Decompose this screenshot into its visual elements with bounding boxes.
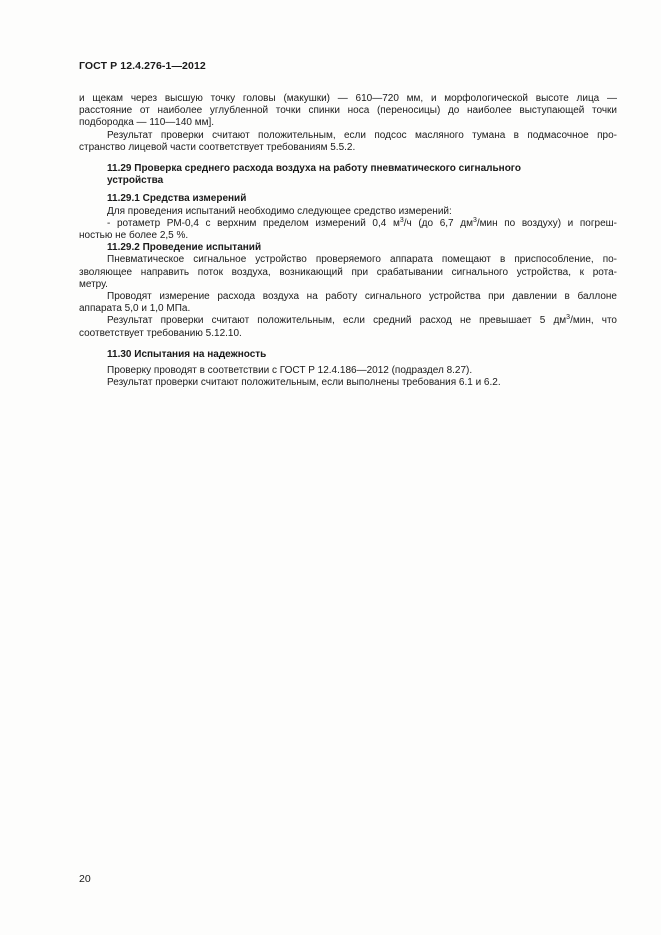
text-line: Результат проверки считают положительным, если подсос масляного тумана в подмасочное про- bbox=[107, 129, 617, 141]
text-line: Пневматическое сигнальное устройство проверяемого аппарата помещают в приспособление, по- bbox=[107, 254, 617, 266]
text-line: аппарата 5,0 и 1,0 МПа. bbox=[79, 303, 191, 315]
text-line: Результат проверки считают положительным, если выполнены требования 6.1 и 6.2. bbox=[107, 377, 501, 389]
text-line: метру. bbox=[79, 278, 108, 290]
list-item-rotameter: - ротаметр РМ-0,4 с верхним пределом измерений 0,4 $м^3/ч$ (до 6,7 $дм^3$/мин по воздуху) и погреш- bbox=[107, 216, 617, 229]
text-line: Проводят измерение расхода воздуха на работу сигнального устройства при давлении в баллоне bbox=[107, 291, 617, 303]
text-line: и щекам через высшую точку головы (макушки) — 610—720 мм, и морфологической высоте лица — bbox=[79, 93, 617, 104]
subsection-heading-11-29-2: 11.29.2 Проведение испытаний bbox=[107, 242, 262, 254]
section-heading-11-30: 11.30 Испытания на надежность bbox=[107, 348, 267, 360]
page-content bbox=[79, 93, 617, 389]
text-line: Для проведения испытаний необходимо следующее средство измерений: bbox=[107, 205, 452, 217]
document-header: ГОСТ Р 12.4.276-1—2012 bbox=[79, 60, 206, 72]
text-line: соответствует требованию 5.12.10. bbox=[79, 327, 242, 339]
text-line: ностью не более 2,5 %. bbox=[79, 230, 189, 242]
section-heading-11-29-cont: устройства bbox=[107, 175, 164, 187]
section-heading-11-29: 11.29 Проверка среднего расхода воздуха на работу пневматического сигнального bbox=[107, 163, 521, 175]
text-line: странство лицевой части соответствует требованиям 5.5.2. bbox=[79, 141, 356, 153]
text-line: расстояние от наиболее углубленной точки спинки носа (переносицы) до наиболее выступающей точки bbox=[79, 105, 617, 117]
subsection-heading-11-29-1: 11.29.1 Средства измерений bbox=[107, 193, 247, 205]
text-line: Проверку проводят в соответствии с ГОСТ Р 12.4.186—2012 (подраздел 8.27). bbox=[107, 365, 473, 377]
text-line: Результат проверки считают положительным, если средний расход не превышает 5 $дм^3$/мин, что bbox=[107, 314, 617, 327]
text-line: зволяющее направить поток воздуха, возникающий при срабатывании сигнального устройства, к рота- bbox=[79, 266, 617, 278]
page-number: 20 bbox=[79, 873, 91, 885]
text-line: подбородка — 110—140 мм]. bbox=[79, 117, 215, 129]
